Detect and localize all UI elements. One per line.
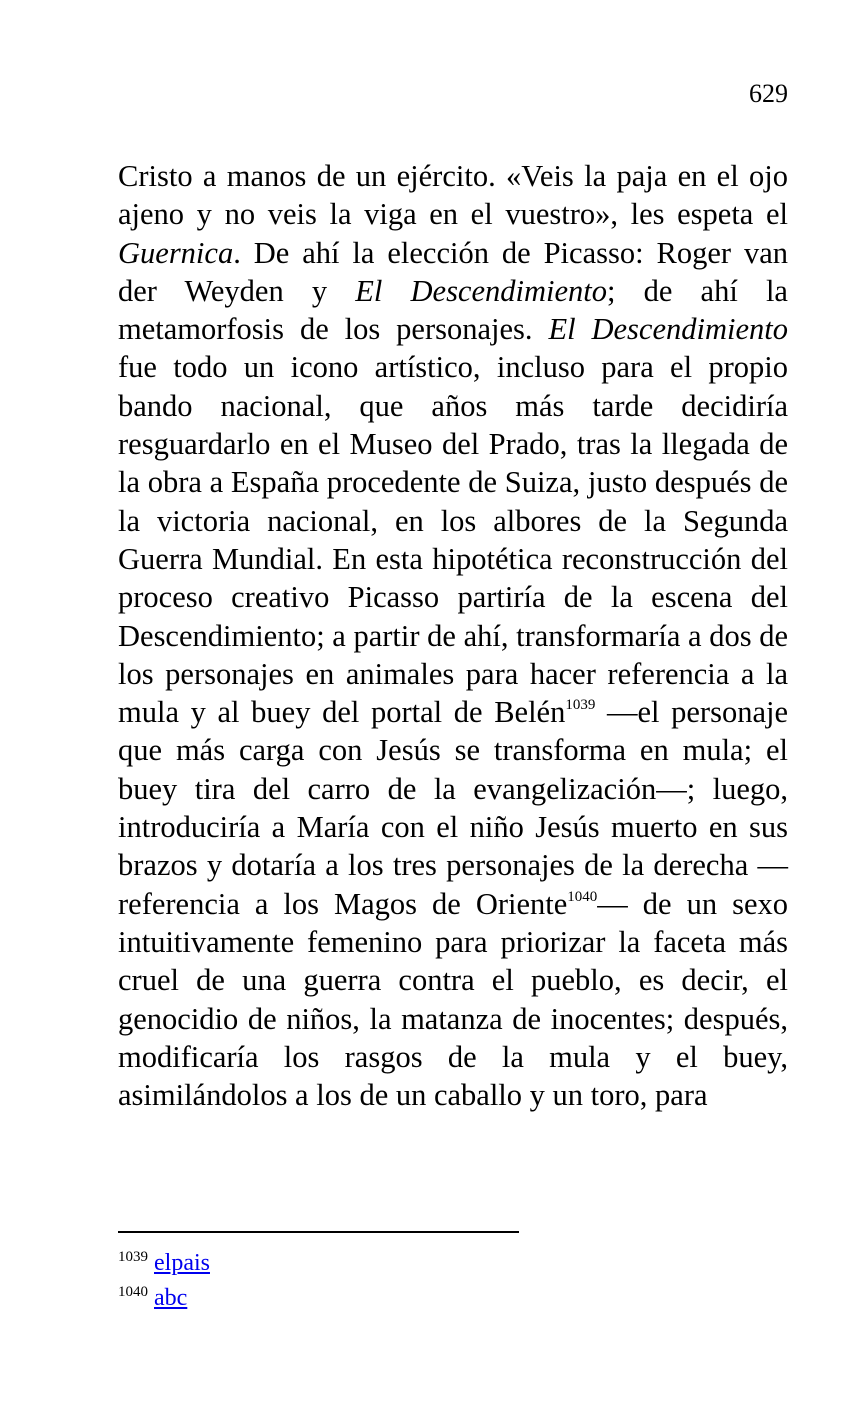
footnote-link-abc[interactable]: abc <box>154 1285 188 1311</box>
footnote-ref-1040: 1040 <box>567 888 598 905</box>
text-segment: Cristo a manos de un ejército. «Veis la paja en el ojo ajeno y no veis la viga en el vuestro», les espeta el <box>118 159 788 232</box>
footnote-number: 1040 <box>118 1284 148 1300</box>
footnotes <box>118 1247 210 1317</box>
footnote-ref-1039: 1039 <box>565 697 596 714</box>
footnote-number: 1039 <box>118 1249 148 1265</box>
italic-title: Guernica <box>118 235 234 270</box>
body-paragraph <box>118 157 788 1114</box>
footnote-divider <box>118 1231 519 1233</box>
text-segment: — de un sexo intuitivamente femenino para priorizar la faceta más cruel de una guerra contra el pueblo, es decir, el genocidio de niños, la matanza de inocentes; después, modificaría los rasgos de la mula y el buey, asimilándolos a los de un caballo y un toro, para <box>118 886 788 1113</box>
page-number: 629 <box>749 79 788 108</box>
text-segment: ; de ahí la metamorfosis de los personajes. <box>118 273 788 347</box>
italic-title: El Descendimiento <box>548 312 788 347</box>
footnote-link-elpais[interactable]: elpais <box>154 1250 210 1276</box>
footnote-item <box>118 1282 210 1317</box>
italic-title: El Descendimiento <box>355 273 607 308</box>
text-segment: —el personaje que más carga con Jesús se transforma en mula; el buey tira del carro de la evangelización—; luego, introduciría a María con el niño Jesús muerto en sus brazos y dotaría a los tres personajes de la derecha —referencia a los Magos de Oriente <box>118 695 788 921</box>
footnote-item <box>118 1247 210 1282</box>
text-segment: . De ahí la elección de Picasso: Roger van der Weyden y <box>118 235 788 308</box>
text-segment: fue todo un icono artístico, incluso para el propio bando nacional, que años más tarde decidiría resguardarlo en el Museo del Prado, tras la llegada de la obra a España procedente de Suiza, justo después de la victoria nacional, en los albores de la Segunda Guerra Mundial. En esta hipotética reconstrucción del proceso creativo Picasso partiría de la escena del Descendimiento; a partir de ahí, transformaría a dos de los personajes en animales para hacer referencia a la mula y al buey del portal de Belén <box>118 350 788 730</box>
